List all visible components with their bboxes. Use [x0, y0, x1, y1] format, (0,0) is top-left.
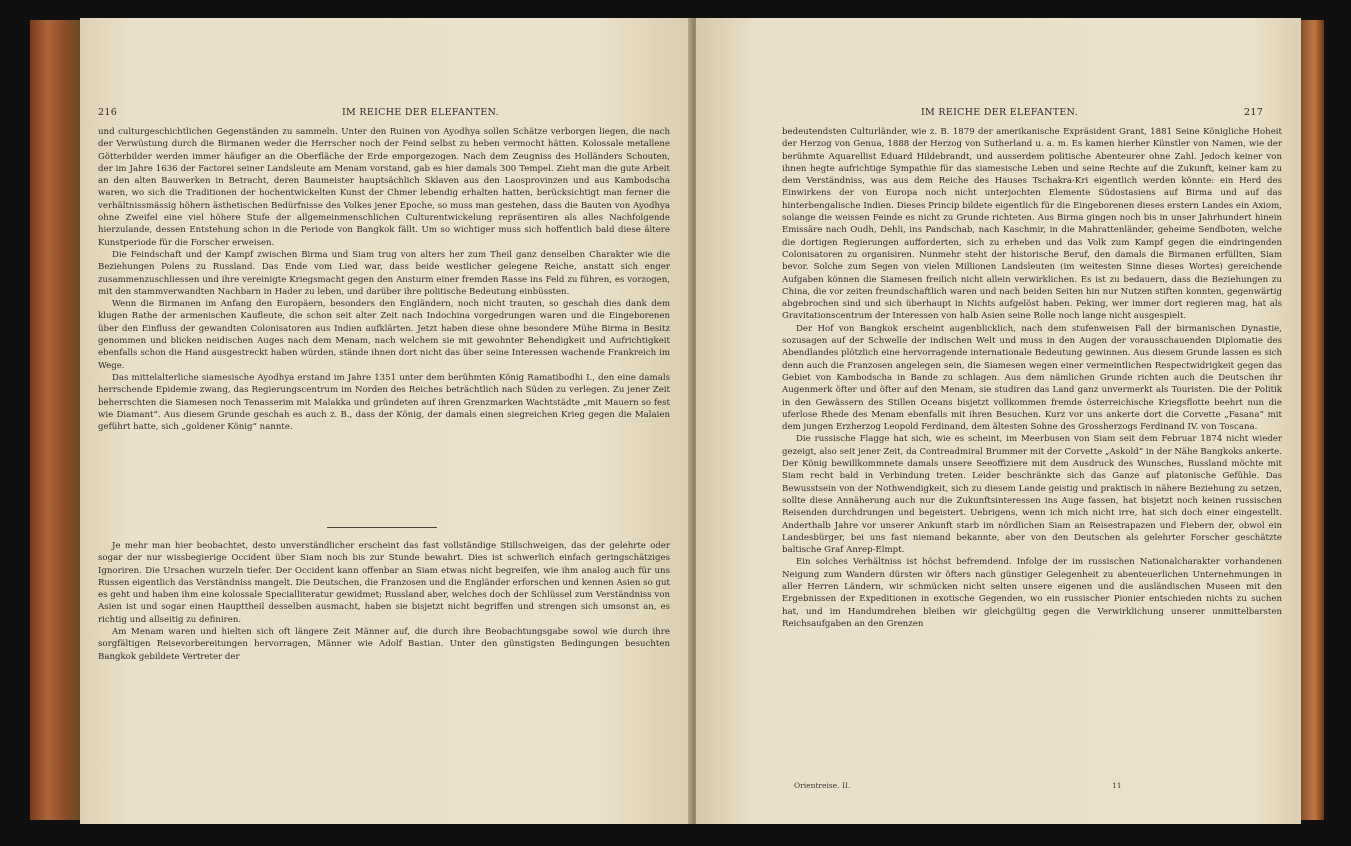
footer-sheet-number: 11	[1112, 781, 1122, 790]
left-running-head: IM REICHE DER ELEFANTEN.	[342, 107, 499, 118]
paragraph: bedeutendsten Culturländer, wie z. B. 1879 der amerikanische Expräsident Grant, 1881 Seine Königliche Hoheit der Herzog von Genua, 1888 der Herzog von Sutherland u. a. m. Es kamen hierher Künstler von Namen, wie der berühmte Aquarellist Eduard Hildebrandt, und ausserdem politische Abenteurer ohne Zahl. Jedoch keiner von ihnen hegte aufrichtige Sympathie für das siamesische Leben und seine Rechte auf die Zukunft, keiner kam zu dem Verständniss, was aus dem Reiche des Hauses Tschakra-Kri eigentlich werden könnte: ein Herd des Einwirkens der von Europa noch nicht unterjochten Elemente Südostasiens auf Birma und auf das hinterbengalische Indien. Dieses Princip bildete eigentlich für die Eingeborenen dieses erstern Landes ein Axiom, solange die weissen Feinde es nicht zu Grunde richteten. Aus Birma gingen noch bis in unser Jahrhundert hinein Emissäre nach Oudh, Dehli, ins Pandschab, nach Kaschmir, in die Mahrattenländer, geheime Sendboten, welche die dortigen Regierungen aufforderten, sich zu erheben und das Volk zum Kampf gegen die eindringenden Colonisatoren zu organisiren. Nunmehr steht der historische Beruf, den damals die Birmanen erfüllten, Siam bevor. Solche zum Segen von vielen Millionen Landsleuten (im weitesten Sinne dieses Wortes) gereichende Aufgaben können die Siamesen freilich nicht allein verwirklichen. Es ist zu bedauern, dass die Beziehungen zu China, die vor zeiten freundschaftlich waren und nach beiden Seiten hin nur Nutzen stiften konnten, gegenwärtig abgebrochen sind und sich überhaupt in Nichts aufgelöst haben. Peking, wer immer dort regieren mag, hat als Gravitationscentrum der Interessen von halb Asien seine Rolle noch lange nicht ausgespielt.	[782, 127, 1282, 322]
paragraph: Je mehr man hier beobachtet, desto unverständlicher erscheint das fast vollständige Stillschweigen, das der gelehrte oder sogar der nur wissbegierige Occident über Siam noch bis zur Stunde bewahrt. Dies ist schwerlich einfach geringschätziges Ignoriren. Die Ursachen wurzeln tiefer. Der Occident kann offenbar an Siam etwas nicht begreifen, wie ihm analog auch für uns Russen eigentlich das Verständniss mangelt. Die Deutschen, die Franzosen und die Engländer erforschen und kennen Asien so gut es geht und haben ihm eine kolossale Specialliteratur gewidmet; Russland aber, welches doch der Schlüssel zum Verständniss von Asien ist und sogar einen Haupttheil desselben ausmacht, haben sie bisjetzt nicht begriffen und strengen sich umsonst an, es richtig und allseitig zu definiren.	[98, 541, 670, 625]
left-page-number: 216	[98, 107, 118, 118]
left-text-block-2	[98, 540, 670, 663]
left-text-block-1	[98, 126, 670, 433]
paragraph: Wenn die Birmanen im Anfang den Europäern, besonders den Engländern, noch nicht trauten, so geschah dies dank dem klugen Rathe der armenischen Kaufleute, die schon seit alter Zeit nach Indochina vorgedrungen waren und die Eingeborenen über den Einfluss der gewandten Colonisatoren aus Indien aufklärten. Jetzt haben diese ohne besondere Mühe Birma in Besitz genommen und blicken neidischen Auges nach dem Menam, nach welchem sie mit gewohnter Behendigkeit und Aufrichtigkeit ebenfalls schon die Hand ausgestreckt haben würden, stände ihnen dort nicht das über seine Interessen wachende Frankreich im Wege.	[98, 299, 670, 371]
footer-signature: Orientreise. II.	[794, 781, 851, 790]
paragraph: und culturgeschichtlichen Gegenständen zu sammeln. Unter den Ruinen von Ayodhya sollen Schätze verborgen liegen, die nach der Verwüstung durch die Birmanen weder die Herrscher noch der Feind selbst zu heben vermocht hätten. Kolossale metallene Götterbilder werden immer häufiger an die Oberfläche der Erde emporgezogen. Nach dem Zeugniss des Holländers Schouten, der im Jahre 1636 der Factorei seiner Landsleute am Menam vorstand, gab es hier damals 300 Tempel. Zieht man die gute Arbeit an den alten Bauwerken in Betracht, deren Baumeister hauptsächlich Sklaven aus den Laosprovinzen und aus Kambodscha waren, wo sich die Traditionen der hochentwickelten Kunst der Chmer lebendig erhalten hatten, berücksichtigt man ferner die verhältnissmässig höhern ästhetischen Bedürfnisse des Volkes jener Epoche, so muss man gestehen, dass die Bauten von Ayodhya ohne Zweifel eine viel höhere Stufe der allgemeinmenschlichen Culturentwickelung repräsentiren als alles Nachfolgende hierzulande, dessen Entstehung schon in die Periode von Bangkok fällt. Um so wichtiger muss sich hoffentlich bald diese ältere Kunstperiode für die Forscher erweisen.	[98, 127, 670, 248]
left-page	[80, 18, 692, 824]
paragraph: Die russische Flagge hat sich, wie es scheint, im Meerbusen von Siam seit dem Februar 1874 nicht wieder gezeigt, also seit jener Zeit, da Contreadmiral Brummer mit der Corvette „Askold“ in der Nähe Bangkoks ankerte. Der König bewillkommnete damals unsere Seeoffiziere mit dem Ausdruck des Wunsches, Russland möchte mit Siam recht bald in Verbindung treten. Leider beschränkte sich das Ganze auf platonische Gefühle. Das Bewusstsein von der Nothwendigkeit, sich zu diesem Lande geistig und praktisch in nähere Beziehung zu setzen, sollte diese Annäherung auch nur die Zukunftsinteressen ins Auge fassen, hat bisjetzt noch keinen russischen Reisenden durchdrungen und begeistert. Uebrigens, wenn ich mich nicht irre, hat sich doch einer eingestellt. Anderthalb Jahre vor unserer Ankunft starb im nördlichen Siam an Reisestrapazen und Fiebern der, obwol ein Landesbürger, bei uns fast niemand bekannte, aber von den Deutschen als gelehrter Forscher geschätzte baltische Graf Anrep-Elmpt.	[782, 434, 1282, 556]
section-divider	[327, 527, 437, 528]
paragraph: Die Feindschaft und der Kampf zwischen Birma und Siam trug von alters her zum Theil ganz denselben Charakter wie die Beziehungen Polens zu Russland. Das Ende vom Lied war, dass beide westlicher gelegene Reiche, anstatt sich enger zusammenzuschliessen und ihre vereinigte Kriegsmacht gegen den Ansturm einer fremden Rasse ins Feld zu führen, es vorzogen, mit den stammverwandten Nachbarn in Hader zu leben, und darüber ihre politische Bedeutung einbüssten.	[98, 249, 670, 297]
right-running-head: IM REICHE DER ELEFANTEN.	[921, 107, 1078, 118]
right-page	[696, 18, 1301, 824]
right-page-number: 217	[1244, 107, 1264, 118]
paragraph: Ein solches Verhältniss ist höchst befremdend. Infolge der im russischen Nationalcharakter vorhandenen Neigung zum Wandern dürsten wir öfters nach günstiger Gelegenheit zu abenteuerlichen Unternehmungen in aller Herren Ländern, wir schmücken nicht selten unsere eigenen und die ausländischen Museen mit den Ergebnissen der Expeditionen in exotische Gegenden, wo ein russischer Pionier entschieden nichts zu suchen hat, und im Handumdrehen bleiben wir gleichgültig gegen die Verwirklichung unserer unmittelbarsten Reichsaufgaben an den Grenzen	[782, 557, 1282, 629]
right-text-block	[782, 126, 1282, 630]
paragraph: Das mittelalterliche siamesische Ayodhya erstand im Jahre 1351 unter dem berühmten König Ramatibodhi I., den eine damals herrschende Epidemie zwang, das Regierungscentrum im Norden des Reiches beträchtlich nach Süden zu verlegen. Zu jener Zeit beherrschten die Siamesen noch Tenasserim mit Malakka und gründeten auf ihren Grenzmarken Wachtstädte „mit Mauern so fest wie Diamant“. Aus diesem Grunde geschah es auch z. B., dass der König, der damals einen siegreichen Krieg gegen die Malaien geführt hatte, sich „goldener König“ nannte.	[98, 372, 670, 433]
paragraph: Der Hof von Bangkok erscheint augenblicklich, nach dem stufenweisen Fall der birmanischen Dynastie, sozusagen auf der Schwelle der indischen Welt und muss in den Augen der vorausschauenden Diplomatie des Abendlandes plötzlich eine hervorragende internationale Bedeutung gewinnen. Aus diesem Grunde lassen es sich denn auch die Franzosen angelegen sein, die Siamesen wegen einer vermeintlichen Respectwidrigkeit gegen das Gebiet von Kambodscha in Bande zu schlagen. Aus dem nämlichen Grunde richten auch die Deutschen ihr Augenmerk öfter und öfter auf den Menam, sie studiren das Land ganz unvermerkt als Touristen. Die der Politik in den Gewässern des Stillen Oceans bisjetzt vollkommen fremde österreichische Kriegsflotte beehrt nun die uferlose Rhede des Menam ebenfalls mit ihren Besuchen. Kurz vor uns ankerte dort die Corvette „Fasana“ mit dem jungen Erzherzog Leopold Ferdinand, dem ältesten Sohne des Grossherzogs Ferdinand IV. von Toscana.	[782, 323, 1282, 433]
paragraph: Am Menam waren und hielten sich oft längere Zeit Männer auf, die durch ihre Beobachtungsgabe sowol wie durch ihre sorgfältigen Reisevorbereitungen hervorragen, Männer wie Adolf Bastian. Unter den günstigsten Bedingungen besuchten Bangkok gebildete Vertreter der	[98, 627, 670, 662]
